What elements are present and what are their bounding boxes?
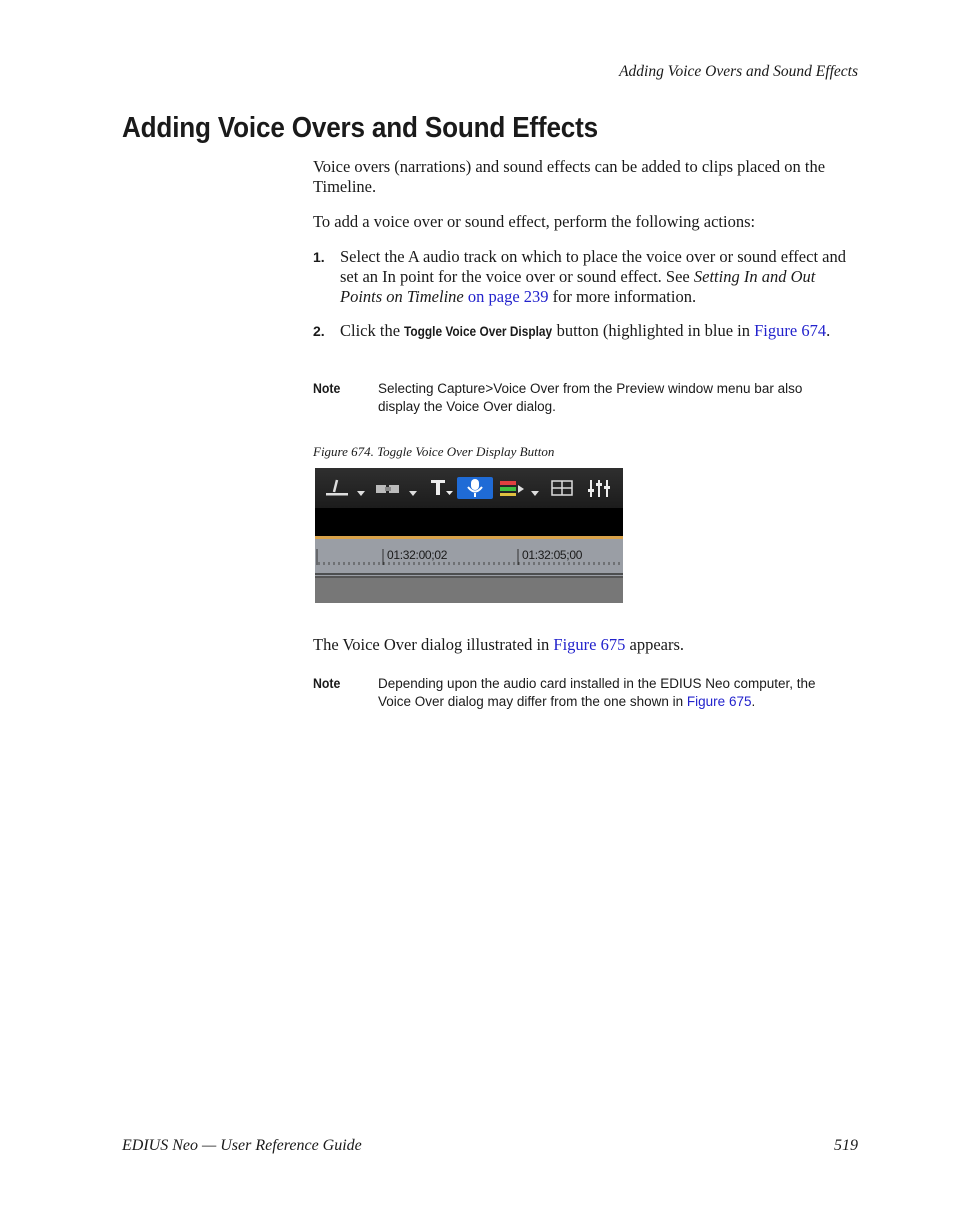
note-label: Note bbox=[313, 675, 341, 691]
toolbar-screenshot bbox=[315, 468, 623, 603]
timeline-track-bar bbox=[315, 576, 623, 603]
timecode-label: 01:32:00;02 bbox=[387, 548, 448, 562]
toggle-voice-over-display-button[interactable] bbox=[457, 477, 493, 499]
cross-reference: Setting In and Out Points on Timeline bbox=[340, 267, 816, 306]
note-text: Depending upon the audio card installed in the EDIUS Neo computer, the Voice Over dialog may differ from the one shown in Figure 675. bbox=[378, 676, 816, 709]
timecode-label: 01:32:05;00 bbox=[522, 548, 583, 562]
audio-mixer-icon bbox=[497, 477, 527, 499]
page-link[interactable]: on page 239 bbox=[467, 287, 549, 306]
page-title: Adding Voice Overs and Sound Effects bbox=[122, 112, 598, 144]
figure-link[interactable]: Figure 675 bbox=[553, 635, 626, 654]
timeline-toolbar bbox=[315, 468, 623, 508]
footer-guide-title: EDIUS Neo — User Reference Guide bbox=[122, 1137, 362, 1154]
figure-link[interactable]: Figure 674 bbox=[754, 321, 827, 340]
intro-paragraph: Voice overs (narrations) and sound effects can be added to clips placed on the Timeline. bbox=[313, 157, 826, 196]
lead-in-paragraph: To add a voice over or sound effect, perform the following actions: bbox=[313, 212, 756, 231]
title-icon bbox=[427, 477, 455, 499]
timeline-ruler[interactable] bbox=[315, 536, 623, 579]
note-label: Note bbox=[313, 380, 341, 396]
ui-term: Toggle Voice Over Display bbox=[404, 324, 553, 339]
figure-link[interactable]: Figure 675 bbox=[686, 694, 752, 709]
note-capture bbox=[313, 380, 858, 416]
figure-caption: Figure 674. Toggle Voice Over Display Button bbox=[313, 444, 555, 459]
dropdown-icon bbox=[529, 477, 541, 499]
note-text: Selecting Capture>Voice Over from the Preview window menu bar also display the Voice Over dialog. bbox=[378, 381, 803, 414]
step-text: Select the A audio track on which to place the voice over or sound effect and set an In point for the voice over or sound effect. See Setting In and Out Points on Timeline on page 239 for more information. bbox=[340, 247, 846, 306]
dropdown-icon bbox=[355, 477, 367, 499]
step-2 bbox=[313, 321, 858, 342]
microphone-icon bbox=[457, 477, 493, 499]
step-text: Click the Toggle Voice Over Display button (highlighted in blue in Figure 674. bbox=[340, 321, 831, 340]
page-number: 519 bbox=[834, 1137, 858, 1154]
result-paragraph: The Voice Over dialog illustrated in Figure 675 appears. bbox=[313, 635, 685, 654]
step-1 bbox=[313, 247, 858, 307]
note-audio-card bbox=[313, 675, 858, 711]
clip-icon bbox=[373, 477, 403, 499]
storyboard-icon bbox=[549, 477, 575, 499]
step-number: 1. bbox=[313, 249, 325, 265]
dropdown-icon bbox=[407, 477, 419, 499]
step-number: 2. bbox=[313, 323, 325, 339]
faders-icon bbox=[585, 477, 613, 499]
running-header: Adding Voice Overs and Sound Effects bbox=[619, 63, 858, 80]
marker-icon bbox=[323, 477, 351, 499]
track-area bbox=[315, 508, 623, 536]
